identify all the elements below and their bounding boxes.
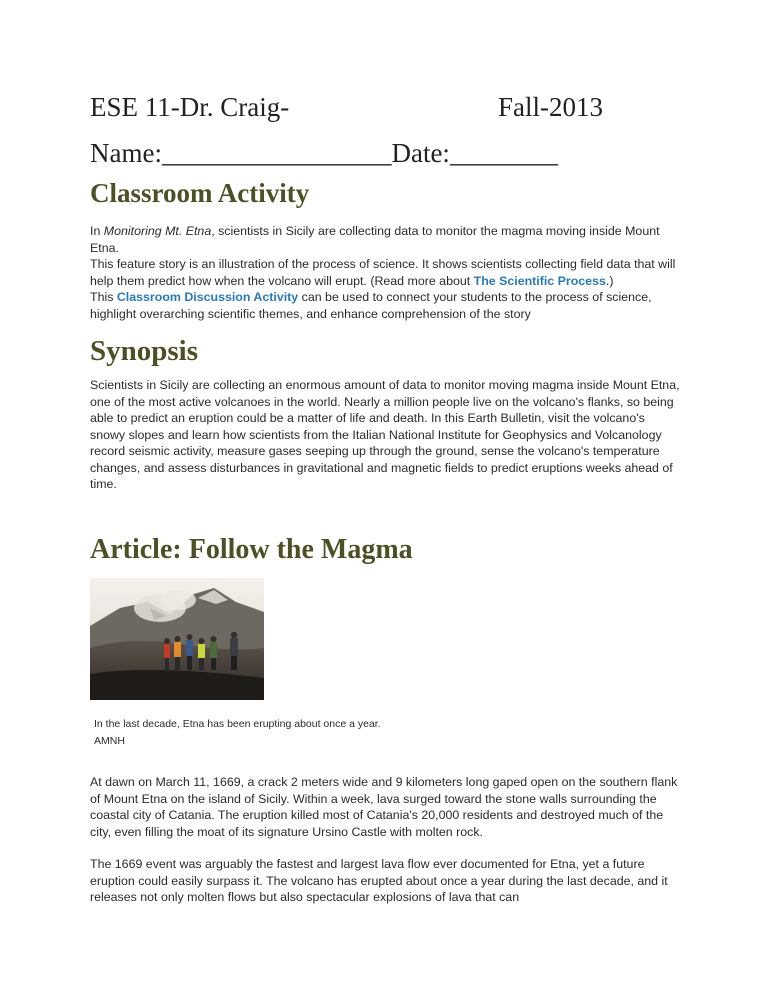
classroom-p3 bbox=[90, 289, 680, 322]
classroom-discussion-link[interactable]: Classroom Discussion Activity bbox=[116, 290, 299, 304]
synopsis-heading: Synopsis bbox=[90, 335, 199, 367]
name-date-line: Name:_________________Date:________ bbox=[90, 138, 558, 168]
classroom-activity-heading: Classroom Activity bbox=[90, 178, 310, 208]
p2-post: .) bbox=[605, 273, 614, 288]
classroom-p1 bbox=[90, 223, 680, 256]
article-paragraph-1: At dawn on March 11, 1669, a crack 2 meters wide and 9 kilometers long gaped open on the southern flank of Mount Etna on the island of Sicily. Within a week, lava surged toward the stone walls surrounding the coastal city of Catania. The eruption killed most of Catania's 20,000 residents and destroyed much of the city, even filling the moat of its signature Ursino Castle with molten rock. bbox=[90, 775, 678, 839]
p2-pre: This feature story is an illustration of the process of science. It shows scientists collecting field data that will help them predict how when the volcano will erupt. (Read more about bbox=[90, 257, 676, 288]
monitoring-etna-title: Monitoring Mt. Etna bbox=[103, 224, 212, 238]
course-header bbox=[90, 92, 603, 123]
article-heading: Article: Follow the Magma bbox=[90, 534, 413, 565]
p1-pre: In bbox=[90, 224, 104, 238]
article-paragraph-2: The 1669 event was arguably the fastest and largest lava flow ever documented for Etna, yet a future eruption could easily surpass it. The volcano has erupted about once a year during the last decade, and it releases not only molten flows but also spectacular explosions of lava that can bbox=[90, 857, 668, 904]
p3-pre: This bbox=[90, 290, 117, 304]
synopsis-paragraph: Scientists in Sicily are collecting an enormous amount of data to monitor moving magma inside Mount Etna, one of the most active volcanoes in the world. Nearly a million people live on the volcano's flanks, so being able to predict an eruption could be a matter of life and death. In this Earth Bulletin, visit the volcano's snowy slopes and learn how scientists from the Italian National Institute for Geophysics and Volcanology record seismic activity, measure gases seeping up through the ground, sense the volcano's temperature changes, and assess disturbances in gravitational and magnetic fields to predict eruptions weeks ahead of time. bbox=[90, 378, 680, 491]
course-title: ESE 11-Dr. Craig- bbox=[90, 92, 290, 122]
article-body bbox=[90, 774, 680, 906]
classroom-p2 bbox=[90, 256, 680, 289]
caption-text: In the last decade, Etna has been erupting about once a year. bbox=[94, 718, 381, 730]
scientific-process-link[interactable]: The Scientific Process bbox=[473, 273, 606, 288]
p1-post: , scientists in Sicily are collecting data to monitor the magma moving inside Mount Etna. bbox=[90, 224, 660, 255]
p3-post: can be used to connect your students to the process of science, highlight overarching scientific themes, and enhance comprehension of the story bbox=[90, 290, 652, 321]
term-label: Fall-2013 bbox=[498, 92, 603, 122]
synopsis-text bbox=[90, 377, 680, 493]
photo-caption bbox=[94, 716, 381, 750]
photo-credit: AMNH bbox=[94, 735, 125, 747]
classroom-activity-text bbox=[90, 223, 680, 322]
etna-scientists-photo bbox=[90, 578, 264, 700]
